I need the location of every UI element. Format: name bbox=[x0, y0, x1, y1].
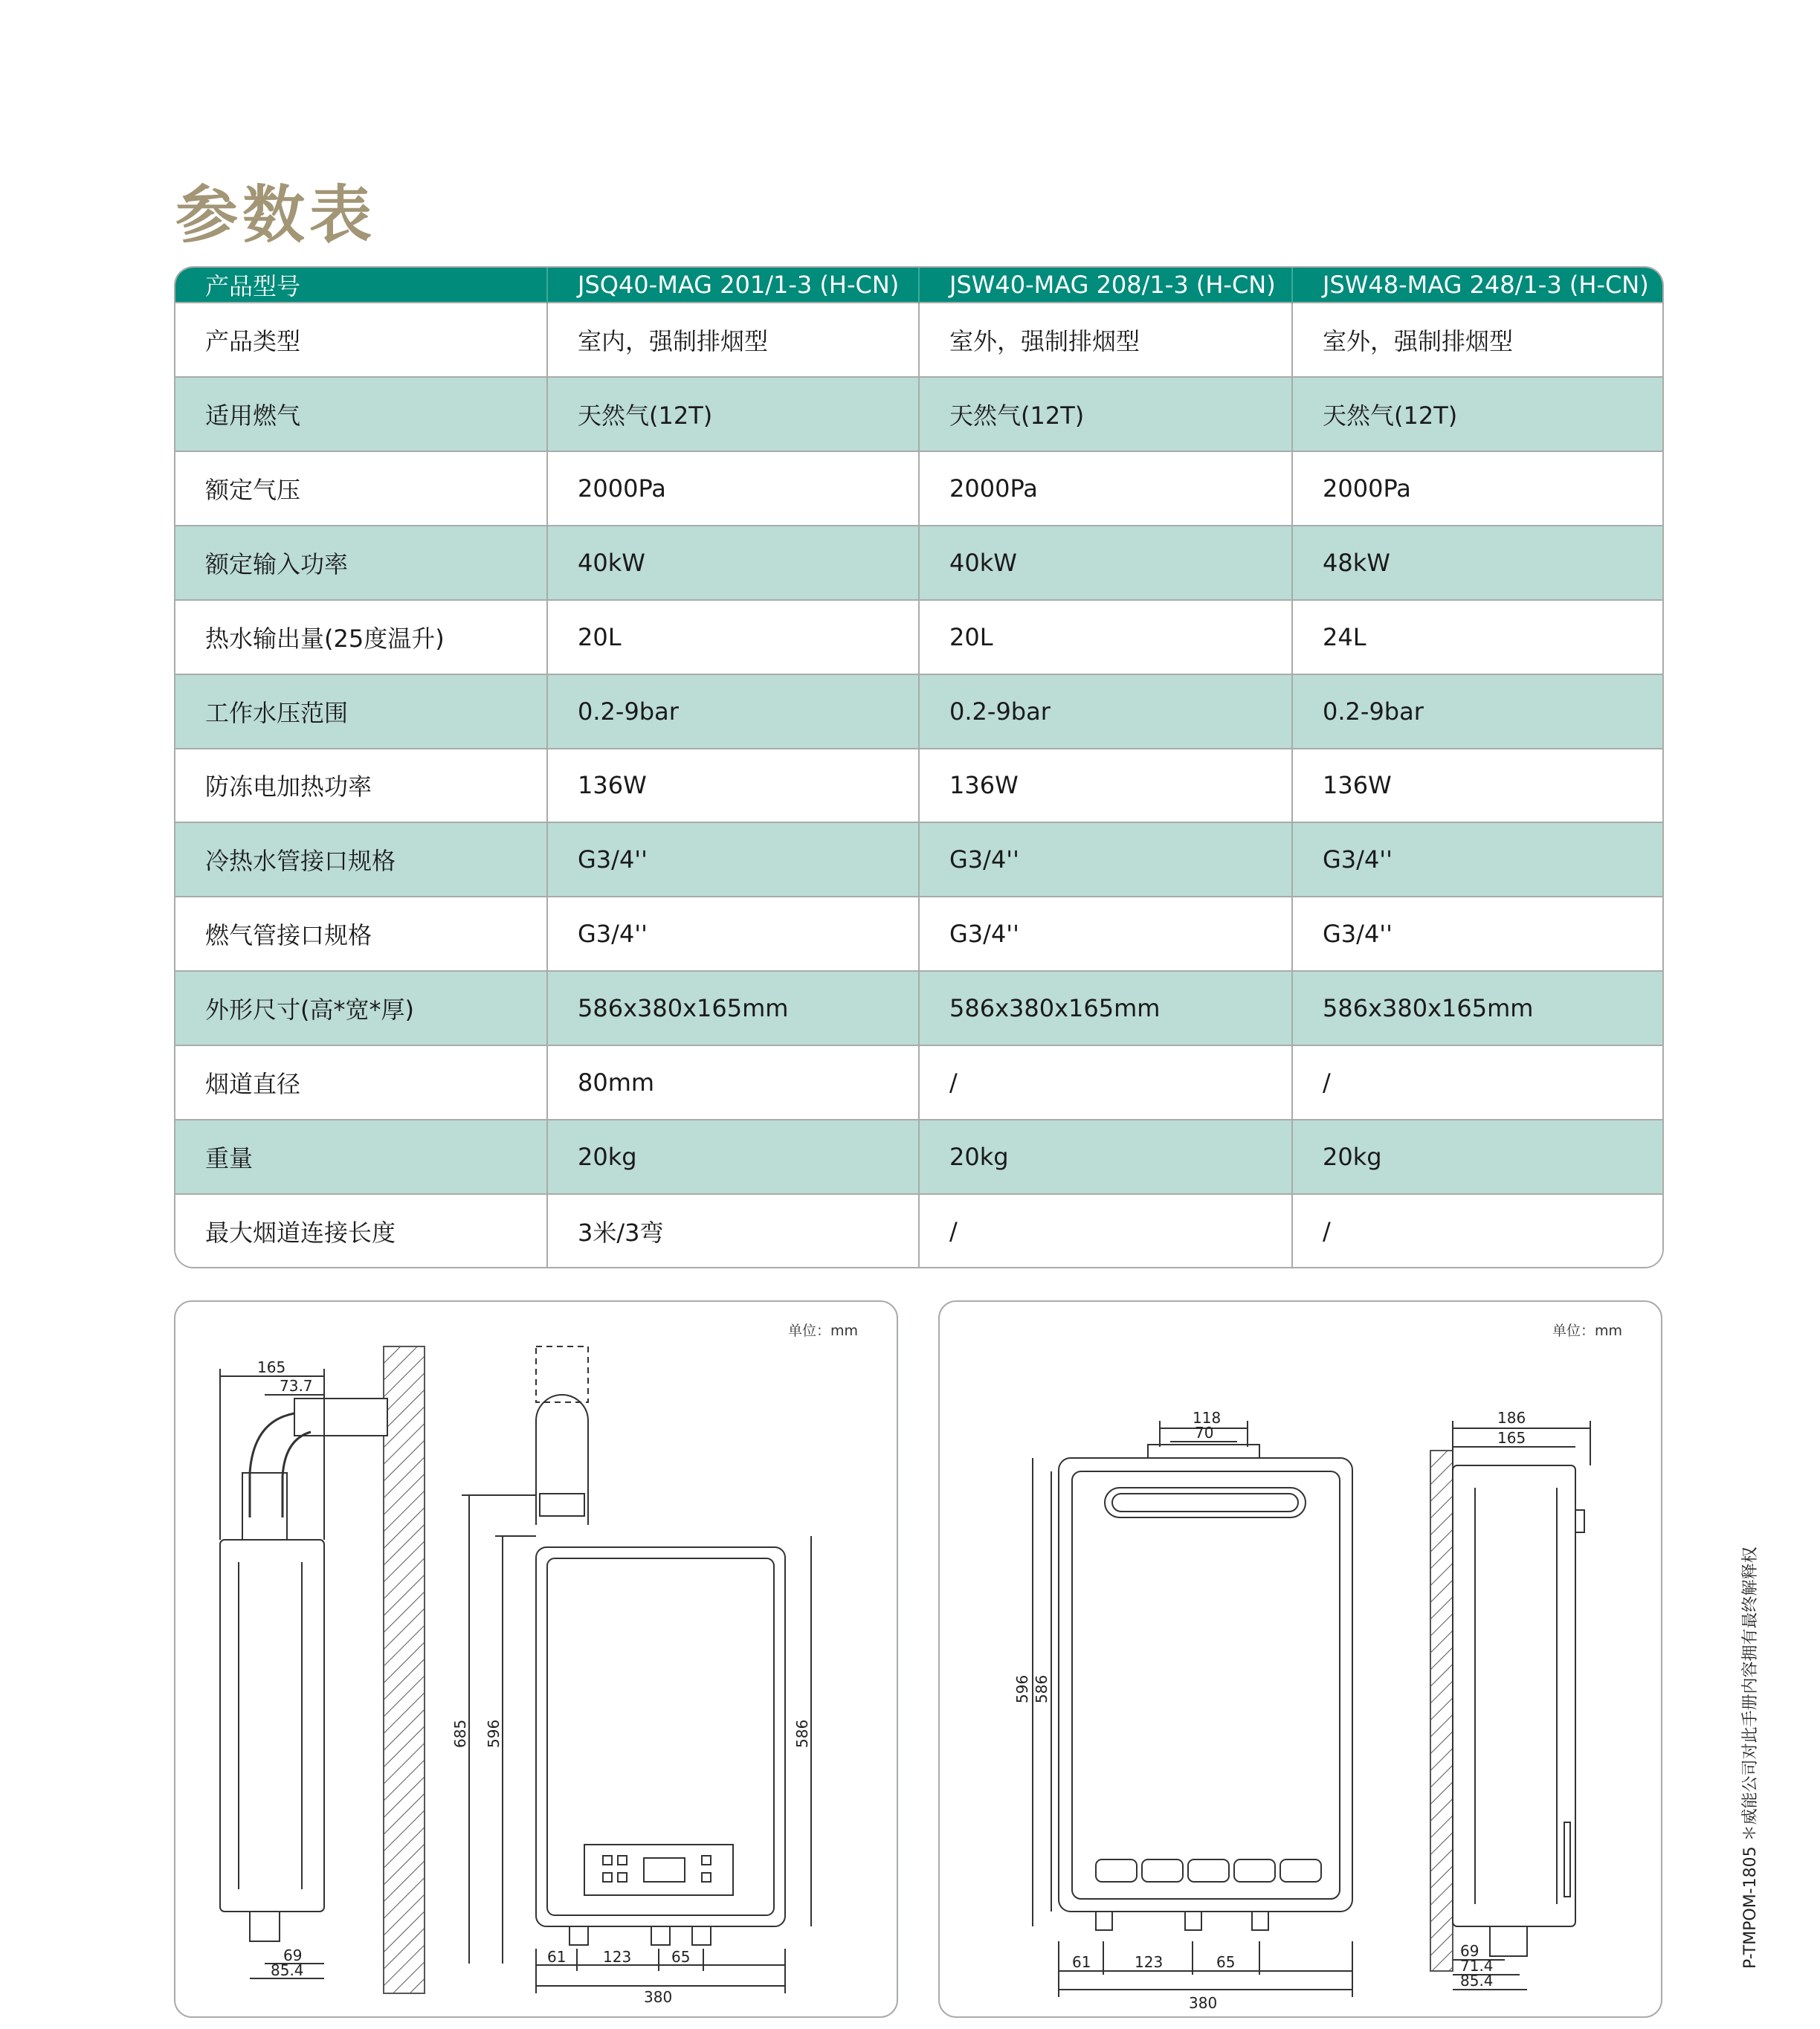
table-row bbox=[175, 749, 1664, 823]
dim-front-b: 123 bbox=[1135, 1953, 1164, 1971]
dimension-diagram-outdoor bbox=[938, 1300, 1662, 2018]
dim-front-a: 61 bbox=[547, 1948, 567, 1966]
table-row bbox=[175, 526, 1664, 600]
row-label: 额定输入功率 bbox=[175, 526, 547, 600]
table-cell: G3/4'' bbox=[547, 897, 919, 971]
table-cell: 40kW bbox=[547, 526, 919, 600]
table-cell: G3/4'' bbox=[547, 822, 919, 897]
table-cell: 20kg bbox=[1292, 1120, 1664, 1194]
indoor-drawing bbox=[175, 1302, 898, 2018]
dim-height: 596 bbox=[1013, 1674, 1031, 1703]
dim-bottom-b: 85.4 bbox=[271, 1961, 304, 1979]
table-cell: / bbox=[919, 1045, 1292, 1120]
header-cell: 产品型号 bbox=[175, 268, 547, 303]
table-row bbox=[175, 377, 1664, 451]
table-row bbox=[175, 822, 1664, 897]
footer-note: P-TMPOM-1805 ＊威能公司对此手册内容拥有最终解释权 bbox=[1741, 1546, 1760, 1969]
row-label: 产品类型 bbox=[175, 303, 547, 377]
table-cell: 0.2-9bar bbox=[1292, 674, 1664, 749]
dim-height: 596 bbox=[485, 1719, 503, 1748]
unit-label: 单位：mm bbox=[1552, 1323, 1622, 1339]
table-row bbox=[175, 674, 1664, 749]
table-cell: 20kg bbox=[919, 1120, 1292, 1194]
table-cell: 2000Pa bbox=[1292, 451, 1664, 526]
row-label: 烟道直径 bbox=[175, 1045, 547, 1120]
table-cell: 20kg bbox=[547, 1120, 919, 1194]
dim-depth: 165 bbox=[257, 1358, 286, 1376]
dim-front-a: 61 bbox=[1072, 1953, 1091, 1971]
table-cell: 室外，强制排烟型 bbox=[1292, 303, 1664, 377]
table-cell: 20L bbox=[547, 600, 919, 674]
table-cell: 天然气(12T) bbox=[919, 377, 1292, 451]
dim-front-c: 65 bbox=[1216, 1953, 1236, 1971]
table-cell: / bbox=[1292, 1194, 1664, 1267]
row-label: 冷热水管接口规格 bbox=[175, 822, 547, 897]
dim-bottom-c: 85.4 bbox=[1460, 1972, 1494, 1990]
dim-width: 380 bbox=[644, 1988, 673, 2006]
table-cell: 136W bbox=[1292, 749, 1664, 823]
row-label: 适用燃气 bbox=[175, 377, 547, 451]
table-row bbox=[175, 971, 1664, 1045]
header-cell: JSQ40-MAG 201/1-3 (H-CN) bbox=[547, 268, 919, 303]
table-cell: 20L bbox=[919, 600, 1292, 674]
table-cell: 136W bbox=[919, 749, 1292, 823]
dim-front-c: 65 bbox=[671, 1948, 691, 1966]
table-cell: G3/4'' bbox=[919, 897, 1292, 971]
dim-front-b: 123 bbox=[603, 1948, 632, 1966]
table-cell: 2000Pa bbox=[547, 451, 919, 526]
table-cell: 48kW bbox=[1292, 526, 1664, 600]
table-cell: 天然气(12T) bbox=[547, 377, 919, 451]
unit-label: 单位：mm bbox=[787, 1323, 858, 1339]
dim-top-inner: 70 bbox=[1195, 1424, 1214, 1442]
table-cell: 0.2-9bar bbox=[547, 674, 919, 749]
page-title: 参数表 bbox=[175, 178, 377, 251]
outdoor-drawing bbox=[940, 1302, 1662, 2018]
dim-bottom-b: 71.4 bbox=[1460, 1957, 1494, 1975]
table-cell: 586x380x165mm bbox=[919, 971, 1292, 1045]
dimension-diagram-indoor bbox=[174, 1300, 898, 2018]
table-row bbox=[175, 897, 1664, 971]
row-label: 燃气管接口规格 bbox=[175, 897, 547, 971]
table-row bbox=[175, 451, 1664, 526]
dim-depth-outer: 186 bbox=[1497, 1409, 1526, 1427]
table-cell: 40kW bbox=[919, 526, 1292, 600]
dim-bottom-a: 69 bbox=[283, 1946, 303, 1964]
dim-bottom-a: 69 bbox=[1460, 1942, 1479, 1960]
row-label: 外形尺寸(高*宽*厚) bbox=[175, 971, 547, 1045]
dim-body-height: 586 bbox=[793, 1719, 811, 1748]
table-row bbox=[175, 600, 1664, 674]
row-label: 热水输出量(25度温升) bbox=[175, 600, 547, 674]
table-header-row bbox=[175, 268, 1664, 303]
table-cell: 24L bbox=[1292, 600, 1664, 674]
table-cell: / bbox=[1292, 1045, 1664, 1120]
table-cell: 室内，强制排烟型 bbox=[547, 303, 919, 377]
table-cell: 80mm bbox=[547, 1045, 919, 1120]
row-label: 防冻电加热功率 bbox=[175, 749, 547, 823]
dim-body-height: 586 bbox=[1033, 1674, 1051, 1703]
dim-total-height: 685 bbox=[451, 1719, 469, 1748]
table-cell: G3/4'' bbox=[1292, 897, 1664, 971]
dim-top-outer: 118 bbox=[1193, 1409, 1222, 1427]
spec-table bbox=[174, 266, 1664, 1268]
table-cell: G3/4'' bbox=[919, 822, 1292, 897]
dim-width: 380 bbox=[1189, 1994, 1218, 2012]
dim-depth: 165 bbox=[1497, 1429, 1526, 1447]
dim-flue-offset: 73.7 bbox=[280, 1377, 313, 1395]
table-cell: 2000Pa bbox=[919, 451, 1292, 526]
row-label: 额定气压 bbox=[175, 451, 547, 526]
table-cell: 586x380x165mm bbox=[547, 971, 919, 1045]
table-row bbox=[175, 1194, 1664, 1267]
header-cell: JSW48-MAG 248/1-3 (H-CN) bbox=[1292, 268, 1664, 303]
table-cell: G3/4'' bbox=[1292, 822, 1664, 897]
table-cell: 0.2-9bar bbox=[919, 674, 1292, 749]
row-label: 最大烟道连接长度 bbox=[175, 1194, 547, 1267]
table-cell: 室外，强制排烟型 bbox=[919, 303, 1292, 377]
table-cell: 天然气(12T) bbox=[1292, 377, 1664, 451]
table-row bbox=[175, 1120, 1664, 1194]
row-label: 工作水压范围 bbox=[175, 674, 547, 749]
table-cell: 586x380x165mm bbox=[1292, 971, 1664, 1045]
header-cell: JSW40-MAG 208/1-3 (H-CN) bbox=[919, 268, 1292, 303]
table-row bbox=[175, 1045, 1664, 1120]
row-label: 重量 bbox=[175, 1120, 547, 1194]
table-cell: 136W bbox=[547, 749, 919, 823]
table-row bbox=[175, 303, 1664, 377]
table-cell: 3米/3弯 bbox=[547, 1194, 919, 1267]
table-cell: / bbox=[919, 1194, 1292, 1267]
